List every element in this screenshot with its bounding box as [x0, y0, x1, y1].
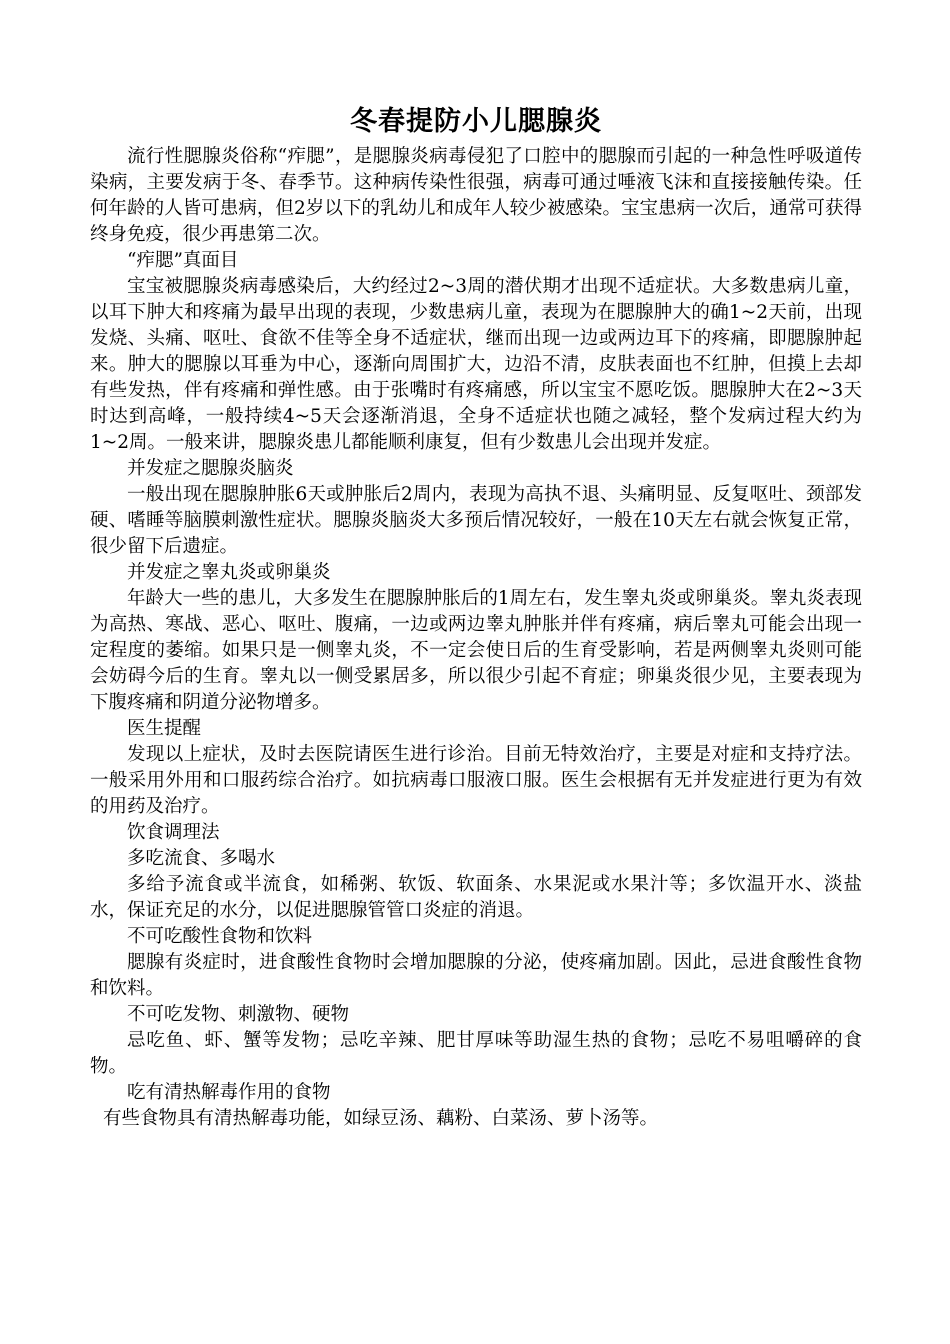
subheading-fluids: 多吃流食、多喝水: [127, 848, 276, 869]
fluids-paragraph: 多给予流食或半流食，如稀粥、软饭、软面条、水果泥或水果汁等；多饮温开水、淡盐水，保证充足的水分，以促进腮腺管管口炎症的消退。: [90, 874, 862, 921]
subheading-no-acidic: 不可吃酸性食物和饮料: [127, 926, 313, 947]
orchitis-paragraph: 年龄大一些的患儿，大多发生在腮腺肿胀后的1周左右，发生睾丸炎或卵巢炎。睾丸炎表现为高热、寒战、恶心、呕吐、腹痛，一边或两边睾丸肿胀并伴有疼痛，病后睾丸可能会出现一定程度的萎缩。如果只是一侧睾丸炎，不一定会使日后的生育受影响，若是两侧睾丸炎则可能会妨碍今后的生育。睾丸以一侧受累居多，所以很少引起不育症；卵巢炎很少见，主要表现为下腹疼痛和阴道分泌物增多。: [90, 588, 862, 713]
symptoms-paragraph: 宝宝被腮腺炎病毒感染后，大约经过2~3周的潜伏期才出现不适症状。大多数患病儿童，以耳下肿大和疼痛为最早出现的表现，少数患病儿童，表现为在腮腺肿大的确1~2天前，出现发烧、头痛、呕吐、食欲不佳等全身不适症状，继而出现一边或两边耳下的疼痛，即腮腺肿起来。肿大的腮腺以耳垂为中心，逐渐向周围扩大，边沿不清，皮肤表面也不红肿，但摸上去却有些发热，伴有疼痛和弹性感。由于张嘴时有疼痛感，所以宝宝不愿吃饭。腮腺肿大在2~3天时达到高峰，一般持续4~5天会逐渐消退，全身不适症状也随之减轻，整个发病过程大约为1~2周。一般来讲，腮腺炎患儿都能顺利康复，但有少数患儿会出现并发症。: [90, 276, 862, 453]
document-page: [90, 104, 862, 1132]
doctor-advice-paragraph: 发现以上症状，及时去医院请医生进行诊治。目前无特效治疗，主要是对症和支持疗法。一般采用外用和口服药综合治疗。如抗病毒口服液口服。医生会根据有无并发症进行更为有效的用药及治疗。: [90, 744, 862, 817]
section-heading-diet: 饮食调理法: [127, 822, 220, 843]
no-irritants-paragraph: 忌吃鱼、虾、蟹等发物；忌吃辛辣、肥甘厚味等助湿生热的食物；忌吃不易咀嚼碎的食物。: [90, 1030, 862, 1077]
section-heading-true-face: “痄腮”真面目: [127, 250, 239, 271]
detox-foods-paragraph: 有些食物具有清热解毒功能，如绿豆汤、藕粉、白菜汤、萝卜汤等。: [102, 1108, 658, 1129]
encephalitis-paragraph: 一般出现在腮腺肿胀6天或肿胀后2周内，表现为高执不退、头痛明显、反复呕吐、颈部发硬、嗜睡等脑膜刺激性症状。腮腺炎脑炎大多预后情况较好，一般在10天左右就会恢复正常，很少留下后遗症。: [90, 484, 862, 557]
no-acidic-paragraph: 腮腺有炎症时，进食酸性食物时会增加腮腺的分泌，使疼痛加剧。因此，忌进食酸性食物和饮料。: [90, 952, 862, 999]
section-heading-encephalitis: 并发症之腮腺炎脑炎: [127, 458, 294, 479]
section-heading-doctor-advice: 医生提醒: [127, 718, 202, 739]
intro-paragraph: 流行性腮腺炎俗称“痄腮”，是腮腺炎病毒侵犯了口腔中的腮腺而引起的一种急性呼吸道传染病，主要发病于冬、春季节。这种病传染性很强，病毒可通过唾液飞沫和直接接触传染。任何年龄的人皆可患病，但2岁以下的乳幼儿和成年人较少被感染。宝宝患病一次后，通常可获得终身免疫，很少再患第二次。: [90, 146, 862, 245]
subheading-detox-foods: 吃有清热解毒作用的食物: [127, 1082, 331, 1103]
subheading-no-irritants: 不可吃发物、刺激物、硬物: [127, 1004, 350, 1025]
section-heading-orchitis: 并发症之睾丸炎或卵巢炎: [127, 562, 331, 583]
document-title: 冬春提防小儿腮腺炎: [350, 106, 602, 137]
